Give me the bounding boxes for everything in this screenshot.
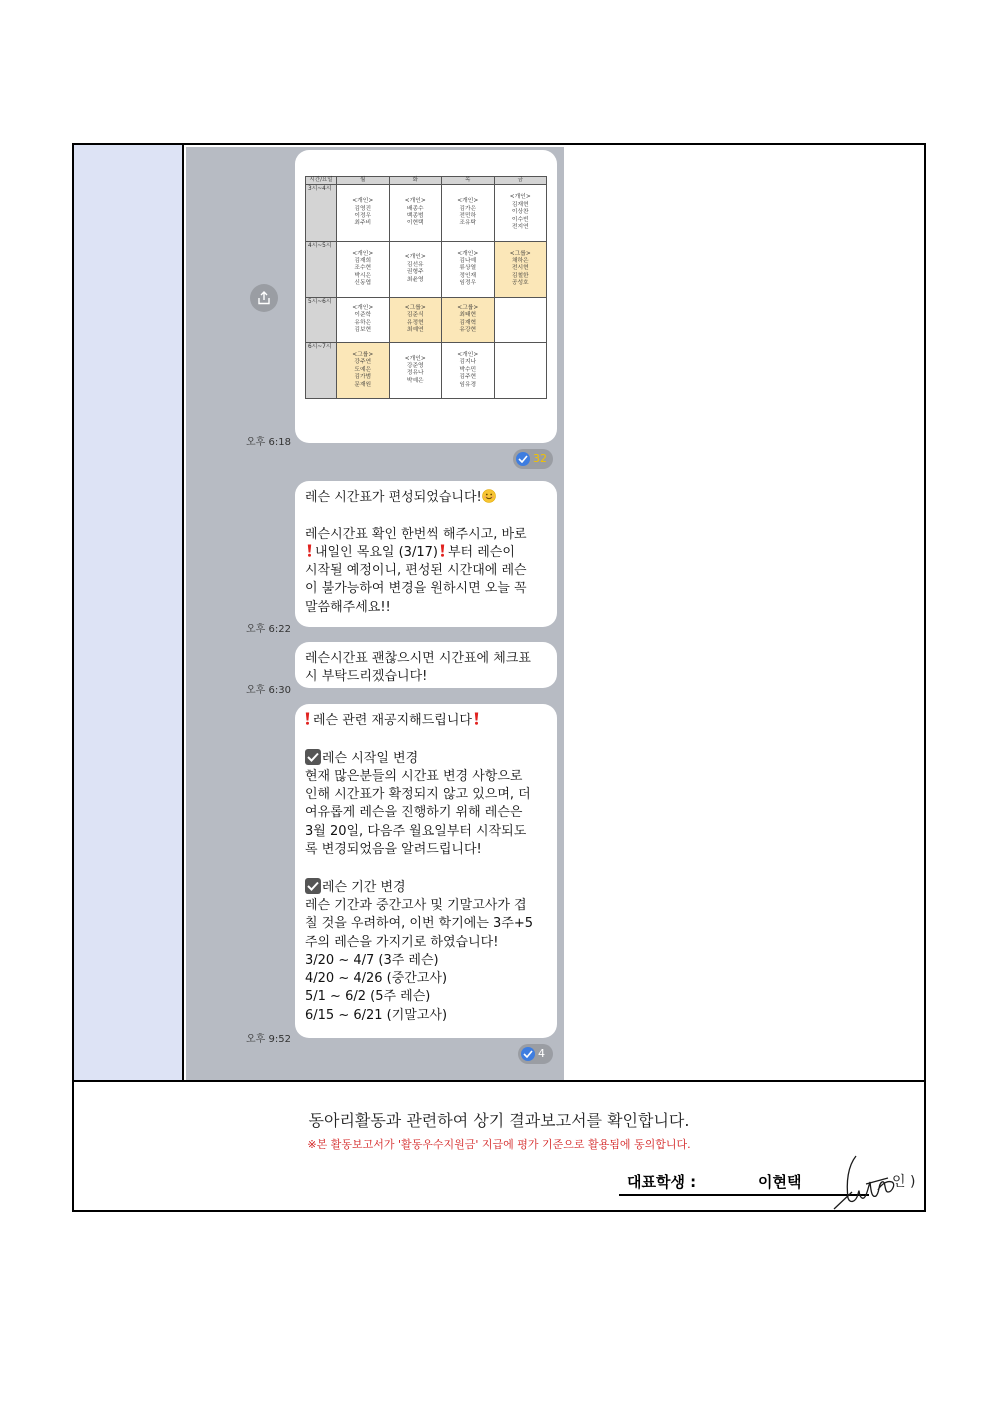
timetable-slot: 5시~6시 [306, 297, 337, 342]
timetable-cell-group [389, 297, 442, 342]
read-count: 4 [538, 1047, 545, 1060]
message-line: 부터 레슨이 [447, 544, 515, 560]
message-time: 오후 6:18 [246, 437, 291, 448]
checkbox-icon [305, 749, 321, 765]
representative-name: 이현택 [758, 1173, 802, 1191]
timetable-cell [442, 342, 495, 398]
representative-label: 대표학생 : [627, 1173, 697, 1191]
timetable-cell [389, 241, 442, 297]
chat-screenshot [186, 147, 564, 1080]
message-title: 레슨 관련 재공지해드립니다 [313, 713, 472, 728]
message-text: 레슨시간표 괜찮으시면 시간표에 체크표 시 부탁드리겠습니다! [305, 651, 531, 685]
timetable-cell [494, 342, 547, 398]
read-count: 32 [533, 452, 547, 465]
message-line: 내일인 목요일 (3/17) [315, 544, 438, 560]
timetable-cell [494, 185, 547, 241]
cell-text: <그룹> 김준식 유정현 최예연 [404, 304, 426, 334]
report-table [72, 143, 926, 1212]
smile-emoji-icon [482, 489, 496, 503]
cell-text: <개인> 김가은 전민하 조유탁 [457, 198, 479, 227]
cell-text: <개인> 김영진 이정우 최주비 [352, 198, 374, 227]
message-text [305, 489, 551, 617]
section-body: 현재 많은분들의 시간표 변경 사항으로 인해 시간표가 확정되지 않고 있으며, 더 여유롭게 레슨을 진행하기 위해 레슨은 3월 20일, 다음주 월요일부터 시작되도 록 변경되었음을 알려드립니다! [305, 768, 531, 858]
timetable-slot: 6시~7시 [306, 342, 337, 398]
timetable-row [306, 297, 547, 342]
message-line: 레슨시간표 확인 한번씩 해주시고, 바로 [305, 526, 527, 542]
read-check-icon [516, 452, 530, 466]
message-bubble[interactable] [295, 481, 557, 627]
message-bubble[interactable] [295, 642, 557, 688]
timetable-row [306, 185, 547, 241]
section-title: 레슨 기간 변경 [322, 879, 406, 895]
red-exclamation-icon [307, 544, 312, 557]
message-time: 오후 9:52 [246, 1034, 291, 1045]
cell-text: <개인> 김재희 조수현 박시은 신동엽 [352, 250, 374, 287]
timetable-row [306, 241, 547, 297]
timetable-header-cell: 목 [442, 177, 495, 185]
timetable-header-cell: 금 [494, 177, 547, 185]
cell-text: <개인> 김지나 박수민 김주현 임유경 [457, 351, 479, 388]
cell-text: <개인> 이준학 유하은 김보현 [352, 304, 374, 334]
read-count-badge [518, 1044, 553, 1064]
section-body: 레슨 기간과 중간고사 및 기말고사가 겹 칠 것을 우려하여, 이번 학기에는 3주+5 주의 레슨을 가지기로 하였습니다! 3/20 ~ 4/7 (3주 레슨) 4/20 ~ 4/26 (중간고사) 5/1 ~ 6/2 (5주 레슨) 6/15 ~ 6/21 (기말고사) [305, 897, 534, 1023]
timetable-header-cell: 화 [389, 177, 442, 185]
red-exclamation-icon [305, 712, 310, 725]
share-icon [257, 291, 271, 305]
cell-text: <개인> 배종수 백종범 이현택 [404, 198, 426, 227]
read-count-badge [513, 449, 553, 469]
cell-text: <개인> 김재현 이상찬 이수빈 전지연 [509, 194, 531, 231]
timetable-cell-group [442, 297, 495, 342]
timetable-slot: 3시~4시 [306, 185, 337, 241]
cell-text: <개인> 김나예 류상열 정인재 임정우 [457, 250, 479, 287]
cell-text: <개인> 김선유 권형주 최윤영 [404, 254, 426, 283]
timetable-cell [389, 342, 442, 398]
cell-text: <그룹> 최태현 김재혁 유강현 [457, 304, 479, 334]
confirmation-text: 동아리활동과 관련하여 상기 결과보고서를 확인합니다. [308, 1111, 690, 1130]
timetable-cell [337, 241, 390, 297]
message-line: 시작될 예정이니, 편성된 시간대에 레슨 이 불가능하여 변경을 원하시면 오늘 꼭 말씀해주세요!! [305, 563, 527, 615]
timetable-cell-group [494, 241, 547, 297]
checkbox-icon [305, 878, 321, 894]
timetable-cell [337, 297, 390, 342]
timetable-cell [337, 185, 390, 241]
message-time: 오후 6:22 [246, 624, 291, 635]
section-title: 레슨 시작일 변경 [322, 750, 419, 766]
message-time: 오후 6:30 [246, 685, 291, 696]
timetable-cell [442, 241, 495, 297]
timetable-header-cell: 월 [337, 177, 390, 185]
timetable-slot: 4시~5시 [306, 241, 337, 297]
share-button[interactable] [250, 284, 278, 312]
read-check-icon [521, 1047, 535, 1061]
message-text [305, 712, 551, 1025]
timetable-header-row [306, 177, 547, 185]
timetable-row [306, 342, 547, 398]
signature-icon [830, 1152, 902, 1210]
timetable-cell-group [337, 342, 390, 398]
cell-text: <그룹> 강주연 도예은 김가범 문재원 [352, 351, 374, 388]
timetable [305, 176, 547, 399]
timetable-cell [494, 297, 547, 342]
message-line: 레슨 시간표가 편성되었습니다! [305, 490, 482, 505]
cell-text: <그룹> 채하은 전시현 김철한 공성호 [509, 250, 531, 287]
timetable-cell [389, 185, 442, 241]
message-bubble[interactable] [295, 704, 557, 1038]
red-exclamation-icon [440, 544, 445, 557]
confirmation-section [74, 1082, 924, 1210]
consent-notice: ※본 활동보고서가 '활동우수지원금' 지급에 평가 기준으로 활용됨에 동의합니다. [307, 1138, 691, 1151]
timetable-cell [442, 185, 495, 241]
timetable-image-bubble[interactable] [295, 150, 557, 443]
red-exclamation-icon [474, 712, 479, 725]
label-cell [74, 145, 184, 1080]
seal-suffix: 인 ) [892, 1174, 916, 1190]
cell-text: <개인> 강준영 정유나 박예은 [404, 355, 426, 384]
timetable-header-cell: 시간/요일 [306, 177, 337, 185]
